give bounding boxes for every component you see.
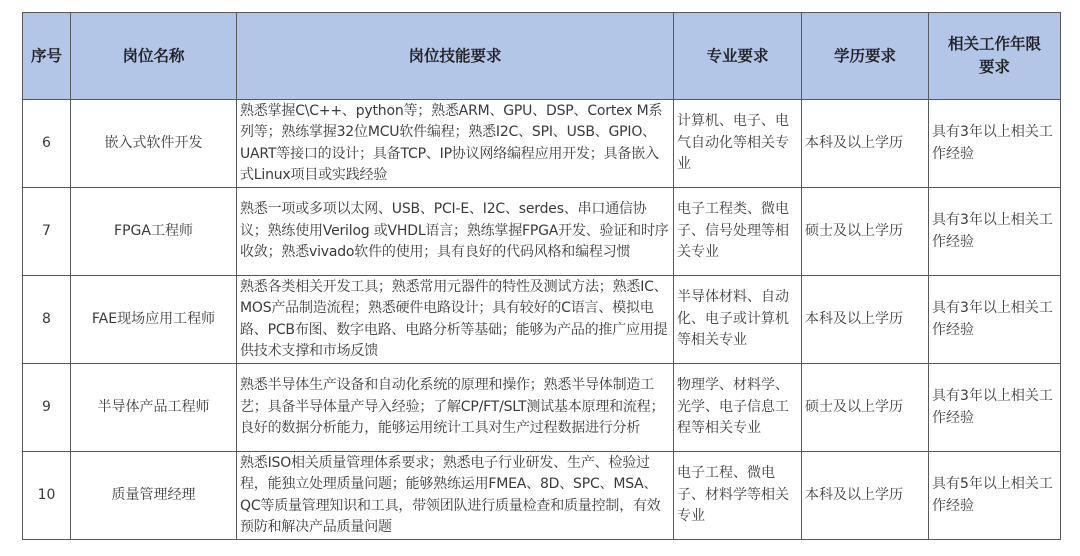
cell-no: 10 xyxy=(23,452,71,540)
header-skills: 岗位技能要求 xyxy=(237,13,674,100)
table-row xyxy=(23,188,1061,276)
table-row xyxy=(23,276,1061,364)
cell-no: 8 xyxy=(23,276,71,364)
cell-experience: 具有5年以上相关工作经验 xyxy=(929,452,1061,540)
cell-education: 本科及以上学历 xyxy=(802,100,929,188)
table-row xyxy=(23,364,1061,452)
cell-position: 嵌入式软件开发 xyxy=(71,100,237,188)
cell-skills: 熟悉掌握C\C++、python等；熟悉ARM、GPU、DSP、Cortex M系列等；熟练掌握32位MCU软件编程；熟悉I2C、SPI、USB、GPIO、UART等接口的设计；具备TCP、IP协议网络编程应用开发；具备嵌入式Linux项目或实践经验 xyxy=(237,100,674,188)
header-experience: 相关工作年限要求 xyxy=(929,13,1061,100)
cell-experience: 具有3年以上相关工作经验 xyxy=(929,364,1061,452)
cell-education: 硕士及以上学历 xyxy=(802,188,929,276)
cell-position: 质量管理经理 xyxy=(71,452,237,540)
cell-education: 本科及以上学历 xyxy=(802,276,929,364)
cell-skills: 熟悉半导体生产设备和自动化系统的原理和操作；熟悉半导体制造工艺；具备半导体量产导入经验；了解CP/FT/SLT测试基本原理和流程；良好的数据分析能力，能够运用统计工具对生产过程数据进行分析 xyxy=(237,364,674,452)
cell-position: FPGA工程师 xyxy=(71,188,237,276)
header-position: 岗位名称 xyxy=(71,13,237,100)
cell-experience: 具有3年以上相关工作经验 xyxy=(929,100,1061,188)
cell-position: 半导体产品工程师 xyxy=(71,364,237,452)
cell-major: 电子工程、微电子、材料学等相关专业 xyxy=(674,452,802,540)
cell-skills: 熟悉一项或多项以太网、USB、PCI-E、I2C、serdes、串口通信协议；熟练使用Verilog 或VHDL语言；熟练掌握FPGA开发、验证和时序收敛；熟悉vivado软件的使用；具有良好的代码风格和编程习惯 xyxy=(237,188,674,276)
job-requirements-table xyxy=(22,12,1061,540)
cell-experience: 具有3年以上相关工作经验 xyxy=(929,276,1061,364)
header-education: 学历要求 xyxy=(802,13,929,100)
cell-major: 电子工程类、微电子、信号处理等相关专业 xyxy=(674,188,802,276)
cell-education: 硕士及以上学历 xyxy=(802,364,929,452)
cell-no: 7 xyxy=(23,188,71,276)
table-row xyxy=(23,100,1061,188)
cell-major: 半导体材料、自动化、电子或计算机等相关专业 xyxy=(674,276,802,364)
header-major: 专业要求 xyxy=(674,13,802,100)
cell-education: 本科及以上学历 xyxy=(802,452,929,540)
table-header-row xyxy=(23,13,1061,100)
cell-major: 物理学、材料学、光学、电子信息工程等相关专业 xyxy=(674,364,802,452)
cell-experience: 具有3年以上相关工作经验 xyxy=(929,188,1061,276)
cell-no: 9 xyxy=(23,364,71,452)
cell-skills: 熟悉各类相关开发工具；熟悉常用元器件的特性及测试方法；熟悉IC、MOS产品制造流程；熟悉硬件电路设计；具有较好的C语言、模拟电路、PCB布图、数字电路、电路分析等基础；能够为产品的推广应用提供技术支撑和市场反馈 xyxy=(237,276,674,364)
table-row xyxy=(23,452,1061,540)
cell-no: 6 xyxy=(23,100,71,188)
cell-skills: 熟悉ISO相关质量管理体系要求；熟悉电子行业研发、生产、检验过程，能独立处理质量问题；能够熟练运用FMEA、8D、SPC、MSA、QC等质量管理知识和工具，带领团队进行质量检查和质量控制，有效预防和解决产品质量问题 xyxy=(237,452,674,540)
cell-major: 计算机、电子、电气自动化等相关专业 xyxy=(674,100,802,188)
cell-position: FAE现场应用工程师 xyxy=(71,276,237,364)
header-no: 序号 xyxy=(23,13,71,100)
